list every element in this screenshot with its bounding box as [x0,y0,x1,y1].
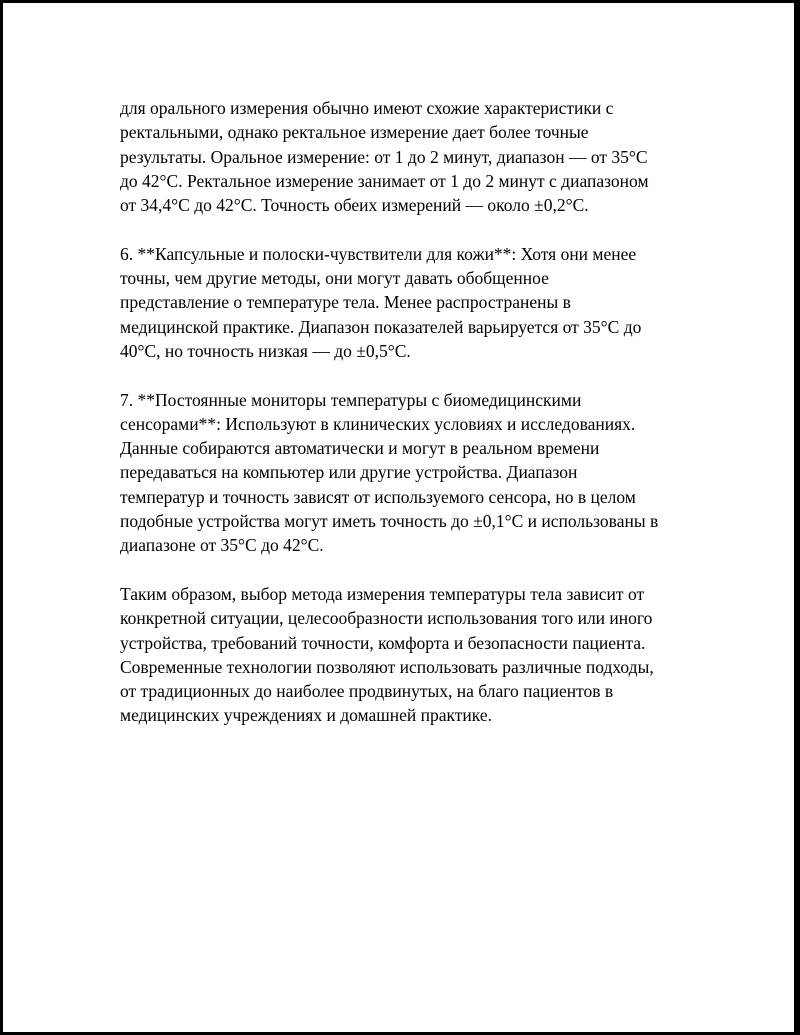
text-line: Данные собираются автоматически и могут в реальном времени [120,438,600,459]
text-line: 7. **Постоянные мониторы температуры с биомедицинскими [120,389,582,410]
text-line: диапазоне от 35°C до 42°C. [120,535,324,556]
text-line: подобные устройства могут иметь точность до ±0,1°C и использованы в [120,511,659,532]
paragraph-oral-rectal [120,96,700,217]
text-line: устройства, требований точности, комфорта и безопасности пациента. [120,632,646,653]
text-line: Современные технологии позволяют использовать различные подходы, [120,656,654,677]
text-line: ректальными, однако ректальное измерение дает более точные [120,122,589,143]
text-line: сенсорами**: Используют в клинических условиях и исследованиях. [120,413,636,434]
text-line: результаты. Оральное измерение: от 1 до 2 минут, диапазон — от 35°C [120,146,648,167]
text-line: для орального измерения обычно имеют схожие характеристики с [120,98,614,118]
text-line: до 42°C. Ректальное измерение занимает от 1 до 2 минут с диапазоном [120,170,649,191]
text-line: Таким образом, выбор метода измерения температуры тела зависит от [120,583,645,604]
paragraph-item-6-skin-strips [120,242,700,363]
text-line: представление о температуре тела. Менее распространены в [120,292,571,313]
text-line: передаваться на компьютер или другие устройства. Диапазон [120,462,578,483]
text-line: от 34,4°C до 42°C. Точность обеих измерений — около ±0,2°C. [120,195,589,216]
paragraph-conclusion [120,582,700,728]
text-line: конкретной ситуации, целесообразности использования того или иного [120,608,653,629]
text-line: медицинских учреждениях и домашней практике. [120,705,492,726]
text-line: точны, чем другие методы, они могут давать обобщенное [120,268,549,289]
paragraph-item-7-continuous-monitors [120,388,700,558]
text-line: 6. **Капсульные и полоски-чувствители для кожи**: Хотя они менее [120,243,637,264]
text-line: 40°C, но точность низкая — до ±0,5°C. [120,340,411,361]
document-body [120,96,700,752]
text-line: медицинской практике. Диапазон показателей варьируется от 35°C до [120,316,642,337]
text-line: от традиционных до наиболее продвинутых, на благо пациентов в [120,681,614,702]
text-line: температур и точность зависят от используемого сенсора, но в целом [120,486,636,507]
